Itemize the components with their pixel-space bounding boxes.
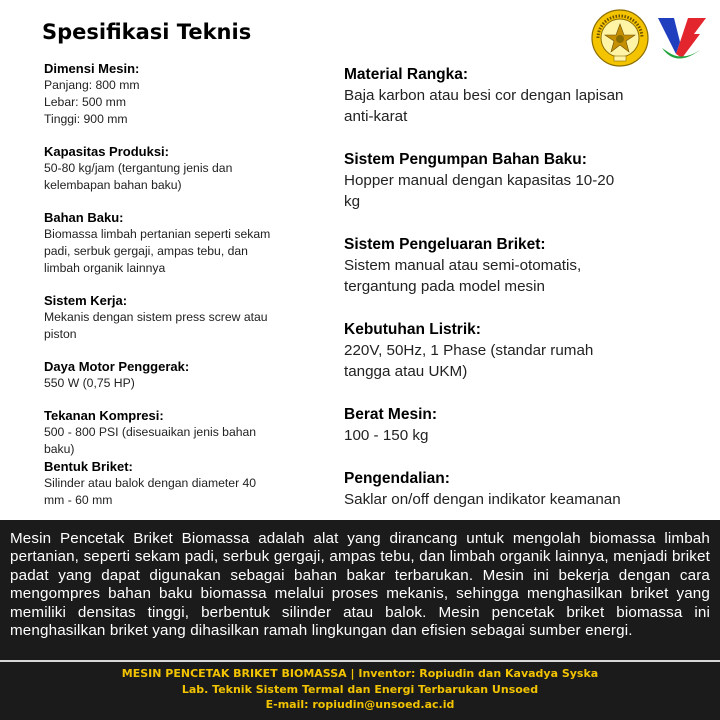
- spec-value: 500 - 800 PSI (disesuaikan jenis bahan: [44, 425, 257, 439]
- spec-block: [44, 143, 294, 194]
- spec-block: [44, 358, 294, 392]
- spec-value: anti-karat: [344, 108, 408, 125]
- footer-divider: [0, 660, 720, 662]
- spec-value: 550 W (0,75 HP): [44, 376, 135, 390]
- spec-value: Tinggi: 900 mm: [44, 112, 128, 126]
- brand-logo: [654, 12, 708, 64]
- footer-separator: |: [350, 667, 355, 680]
- footer: [0, 666, 720, 713]
- spec-label: Bentuk Briket:: [44, 459, 133, 474]
- spec-value: Lebar: 500 mm: [44, 95, 126, 109]
- spec-value: tangga atau UKM): [344, 363, 468, 380]
- contact-email[interactable]: E-mail: ropiudin@unsoed.ac.id: [265, 698, 455, 711]
- spec-block: [344, 64, 644, 127]
- spec-value: 100 - 150 kg: [344, 427, 429, 444]
- spec-block: [44, 292, 294, 343]
- spec-block: [344, 468, 644, 510]
- spec-value: piston: [44, 327, 77, 341]
- right-spec-column: [344, 64, 644, 510]
- spec-value: Saklar on/off dengan indikator keamanan: [344, 491, 621, 508]
- spec-block: [44, 209, 294, 277]
- spec-value: baku): [44, 442, 75, 456]
- spec-value: Panjang: 800 mm: [44, 78, 140, 92]
- spec-value: mm - 60 mm: [44, 493, 113, 507]
- spec-label: Material Rangka:: [344, 66, 469, 83]
- spec-value: Silinder atau balok dengan diameter 40: [44, 476, 257, 490]
- spec-block: [44, 60, 294, 128]
- spec-value: kg: [344, 193, 361, 210]
- spec-block: [44, 407, 294, 458]
- spec-label: Berat Mesin:: [344, 406, 438, 423]
- lab-name: Lab. Teknik Sistem Termal dan Energi Terbarukan Unsoed: [181, 682, 539, 696]
- spec-label: Dimensi Mesin:: [44, 61, 140, 76]
- spec-value: limbah organik lainnya: [44, 261, 166, 275]
- spec-label: Tekanan Kompresi:: [44, 408, 164, 423]
- left-spec-column: [44, 60, 294, 509]
- spec-label: Sistem Pengeluaran Briket:: [344, 236, 546, 253]
- spec-block: [44, 458, 294, 509]
- spec-value: 50-80 kg/jam (tergantung jenis dan: [44, 161, 233, 175]
- spec-label: Daya Motor Penggerak:: [44, 359, 190, 374]
- spec-value: Mekanis dengan sistem press screw atau: [44, 310, 268, 324]
- description-text: Mesin Pencetak Briket Biomassa adalah alat yang dirancang untuk mengolah biomassa limbah pertanian, seperti sekam padi, serbuk gergaji, ampas tebu, dan limbah organik lainnya, menjadi briket padat yang dapat digunakan sebagai bahan bakar terbarukan. Mesin ini bekerja dengan cara mengompres bahan baku biomassa melalui proses mekanis, sehingga menghasilkan briket yang memiliki densitas tinggi, berbentuk silinder atau balok. Mesin pencetak briket biomassa ini menghasilkan briket yang dihasilkan ramah lingkungan dan efisien sebagai sumber energi.: [10, 530, 710, 640]
- description-panel: [0, 520, 720, 720]
- footer-line-1: [0, 666, 720, 682]
- university-seal-logo: [590, 8, 650, 68]
- spec-label: Sistem Pengumpan Bahan Baku:: [344, 151, 587, 168]
- spec-label: Sistem Kerja:: [44, 293, 128, 308]
- spec-value: padi, serbuk gergaji, ampas tebu, dan: [44, 244, 248, 258]
- spec-block: [344, 319, 644, 382]
- page-title: Spesifikasi Teknis: [42, 20, 252, 44]
- spec-block: [344, 234, 644, 297]
- spec-value: Baja karbon atau besi cor dengan lapisan: [344, 87, 624, 104]
- spec-value: kelembapan bahan baku): [44, 178, 182, 192]
- spec-label: Kapasitas Produksi:: [44, 144, 169, 159]
- product-name: MESIN PENCETAK BRIKET BIOMASSA: [121, 667, 347, 680]
- spec-value: Biomassa limbah pertanian seperti sekam: [44, 227, 271, 241]
- spec-block: [344, 404, 644, 446]
- spec-value: 220V, 50Hz, 1 Phase (standar rumah: [344, 342, 594, 359]
- spec-value: Hopper manual dengan kapasitas 10-20: [344, 172, 615, 189]
- spec-value: tergantung pada model mesin: [344, 278, 545, 295]
- spec-value: Sistem manual atau semi-otomatis,: [344, 257, 582, 274]
- inventor-names: Inventor: Ropiudin dan Kavadya Syska: [358, 667, 599, 680]
- spec-label: Kebutuhan Listrik:: [344, 321, 481, 338]
- spec-label: Pengendalian:: [344, 470, 450, 487]
- spec-block: [344, 149, 644, 212]
- spec-label: Bahan Baku:: [44, 210, 124, 225]
